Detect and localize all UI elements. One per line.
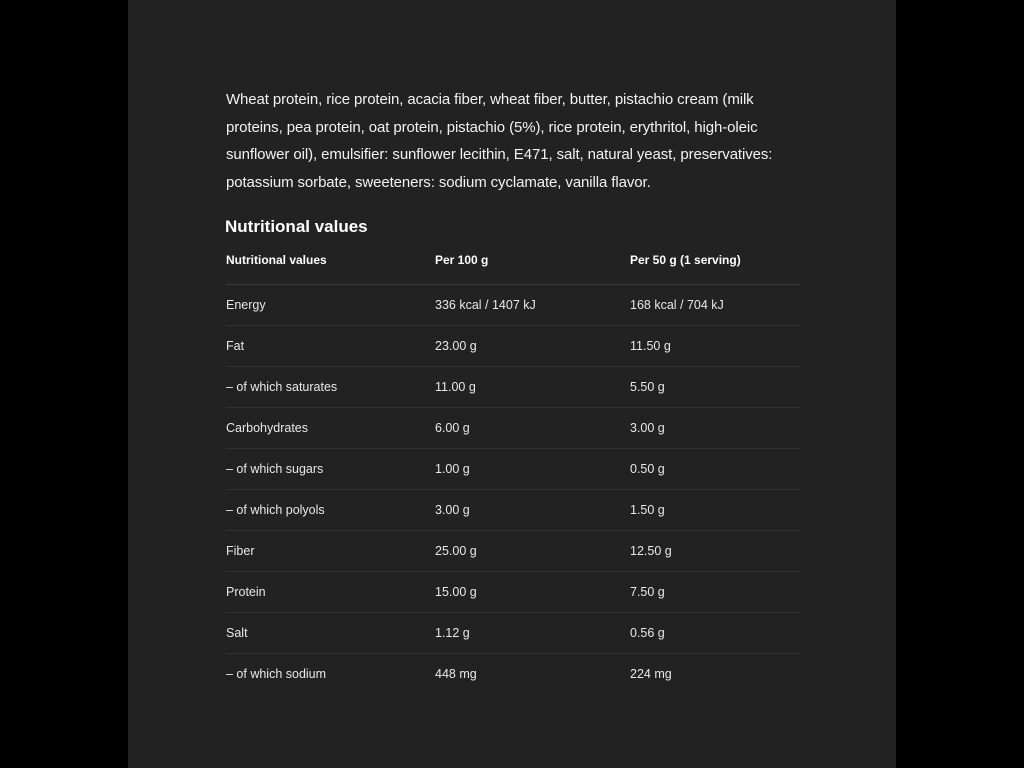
value-per-100g: 23.00 g: [435, 326, 630, 367]
value-per-100g: 25.00 g: [435, 531, 630, 572]
table-row: [226, 408, 800, 449]
value-per-serving: 0.50 g: [630, 449, 800, 490]
nutrient-name: Salt: [226, 613, 435, 654]
table-row: [226, 285, 800, 326]
value-per-serving: 12.50 g: [630, 531, 800, 572]
table-row: [226, 613, 800, 654]
value-per-serving: 11.50 g: [630, 326, 800, 367]
value-per-serving: 1.50 g: [630, 490, 800, 531]
value-per-100g: 336 kcal / 1407 kJ: [435, 285, 630, 326]
nutrient-name: Carbohydrates: [226, 408, 435, 449]
table-row: [226, 654, 800, 695]
table-row: [226, 326, 800, 367]
product-details: [226, 86, 800, 694]
value-per-serving: 224 mg: [630, 667, 672, 681]
nutrient-name: Protein: [226, 572, 435, 613]
value-per-serving: 168 kcal / 704 kJ: [630, 285, 800, 326]
nutrient-name: Fiber: [226, 531, 435, 572]
nutrition-table: [226, 244, 800, 694]
nutrient-name: – of which sugars: [226, 449, 435, 490]
value-per-100g: 6.00 g: [435, 408, 630, 449]
nutrition-table-header-row: [226, 244, 800, 285]
value-per-100g: 3.00 g: [435, 490, 630, 531]
ingredients-text: Wheat protein, rice protein, acacia fiber, wheat fiber, butter, pistachio cream (milk proteins, pea protein, oat protein, pistachio (5%), rice protein, erythritol, high-oleic sunflower oil), emulsifier: sunflower lecithin, E471, salt, natural yeast, preservatives: potassium sorbate, sweeteners: sodium cyclamate, vanilla flavor.: [226, 91, 773, 191]
value-per-100g: 15.00 g: [435, 572, 630, 613]
value-per-serving: 5.50 g: [630, 367, 800, 408]
product-info-panel: [128, 0, 896, 768]
table-row: [226, 367, 800, 408]
header-per-100g: Per 100 g: [435, 244, 630, 285]
table-row: [226, 449, 800, 490]
table-row: [226, 531, 800, 572]
header-per-serving: Per 50 g (1 serving): [630, 244, 800, 285]
nutrient-name: – of which sodium: [226, 667, 327, 681]
table-row: [226, 490, 800, 531]
value-per-100g: 1.12 g: [435, 613, 630, 654]
value-per-serving: 7.50 g: [630, 572, 800, 613]
table-row: [226, 572, 800, 613]
value-per-100g: 448 mg: [435, 667, 477, 681]
value-per-serving: 0.56 g: [630, 613, 800, 654]
value-per-serving: 3.00 g: [630, 408, 800, 449]
nutrient-name: – of which polyols: [226, 490, 435, 531]
nutrient-name: Energy: [226, 285, 435, 326]
value-per-100g: 1.00 g: [435, 449, 630, 490]
nutrition-section-title: Nutritional values: [225, 217, 368, 236]
value-per-100g: 11.00 g: [435, 367, 630, 408]
header-nutrient: Nutritional values: [226, 244, 435, 285]
nutrient-name: Fat: [226, 326, 435, 367]
nutrient-name: – of which saturates: [226, 367, 435, 408]
